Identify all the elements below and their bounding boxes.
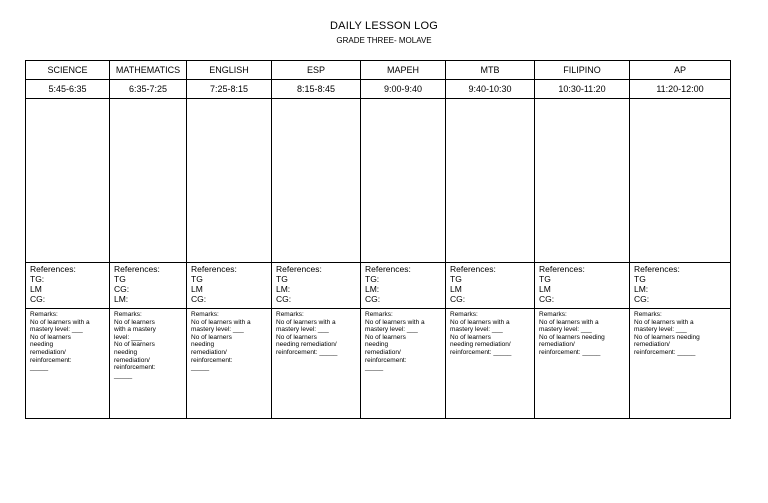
remarks-cell — [446, 309, 535, 419]
references-row — [26, 263, 731, 309]
references-cell — [630, 263, 731, 309]
remark-line: No of learners with a — [30, 318, 90, 326]
remarks-cell — [535, 309, 630, 419]
reference-line: LM — [191, 284, 203, 294]
remark-line: needing — [114, 348, 138, 356]
remark-line: _____ — [365, 364, 384, 372]
reference-line: TG: — [365, 274, 380, 284]
reference-line: References: — [276, 264, 322, 274]
remarks-cell — [361, 309, 446, 419]
time-slot-cell: 6:35-7:25 — [110, 80, 187, 99]
remark-line: reinforcement: — [365, 356, 407, 364]
reference-line: References: — [30, 264, 76, 274]
lesson-content-cell[interactable] — [272, 99, 361, 263]
subject-header-cell: ENGLISH — [187, 61, 272, 80]
remarks-cell — [26, 309, 110, 419]
subject-header-cell: MATHEMATICS — [110, 61, 187, 80]
references-cell — [187, 263, 272, 309]
lesson-content-cell[interactable] — [110, 99, 187, 263]
remark-line: Remarks: — [30, 311, 58, 318]
subject-header-cell: MTB — [446, 61, 535, 80]
remark-line: Remarks: — [634, 311, 662, 318]
remark-line: needing remediation/ — [276, 341, 337, 349]
remark-line: remediation/ — [539, 341, 575, 349]
remark-line: No of learners needing — [634, 333, 700, 341]
remark-line: with a mastery — [114, 326, 156, 334]
references-cell — [446, 263, 535, 309]
subject-header-cell: MAPEH — [361, 61, 446, 80]
reference-line: References: — [365, 264, 411, 274]
lesson-content-cell[interactable] — [187, 99, 272, 263]
document-title: DAILY LESSON LOG — [330, 20, 438, 32]
remarks-cell — [187, 309, 272, 419]
references-cell — [361, 263, 446, 309]
subject-header-row — [26, 61, 731, 80]
reference-line: TG — [114, 274, 126, 284]
reference-line: CG: — [191, 294, 207, 304]
remark-line: No of learners with a — [539, 318, 599, 326]
document-subtitle: GRADE THREE- MOLAVE — [336, 36, 432, 45]
remark-line: level: ___ — [114, 333, 142, 341]
remark-line: _____ — [191, 364, 210, 372]
remark-line: reinforcement: _____ — [276, 348, 338, 356]
remark-line: _____ — [114, 371, 133, 379]
remark-line: remediation/ — [365, 348, 401, 356]
remark-line: reinforcement: _____ — [450, 348, 512, 356]
remark-line: reinforcement: — [191, 356, 233, 364]
remark-line: mastery level: ___ — [365, 326, 418, 334]
remark-line: reinforcement: — [114, 364, 156, 372]
remark-line: No of learners needing — [539, 333, 605, 341]
remark-line: remediation/ — [191, 348, 227, 356]
remark-line: reinforcement: _____ — [539, 348, 601, 356]
subject-header-cell: ESP — [272, 61, 361, 80]
reference-line: CG: — [276, 294, 292, 304]
remark-line: Remarks: — [450, 311, 478, 318]
time-slot-cell: 11:20-12:00 — [630, 80, 731, 99]
reference-line: TG: — [30, 274, 45, 284]
remark-line: remediation/ — [114, 356, 150, 364]
lesson-content-cell[interactable] — [446, 99, 535, 263]
remark-line: No of learners with a — [191, 318, 251, 326]
remark-line: _____ — [30, 364, 49, 372]
time-row — [26, 80, 731, 99]
remark-line: No of learners — [30, 333, 71, 341]
remark-line: Remarks: — [365, 311, 393, 318]
lesson-content-cell[interactable] — [361, 99, 446, 263]
lesson-content-cell[interactable] — [26, 99, 110, 263]
remark-line: needing — [30, 341, 54, 349]
remark-line: Remarks: — [114, 311, 142, 318]
reference-line: CG: — [634, 294, 650, 304]
reference-line: LM: — [365, 284, 380, 294]
reference-line: References: — [634, 264, 680, 274]
remarks-row — [26, 309, 731, 419]
time-slot-cell: 5:45-6:35 — [26, 80, 110, 99]
reference-line: LM — [30, 284, 42, 294]
time-slot-cell: 10:30-11:20 — [535, 80, 630, 99]
remark-line: remediation/ — [634, 341, 670, 349]
remark-line: needing — [191, 341, 215, 349]
reference-line: LM: — [634, 284, 649, 294]
remarks-cell — [110, 309, 187, 419]
lesson-content-cell[interactable] — [535, 99, 630, 263]
reference-line: CG: — [30, 294, 46, 304]
reference-line: References: — [450, 264, 496, 274]
remark-line: No of learners with a — [365, 318, 425, 326]
reference-line: LM — [450, 284, 462, 294]
reference-line: CG: — [114, 284, 130, 294]
remark-line: mastery level: ___ — [30, 326, 83, 334]
time-slot-cell: 9:40-10:30 — [446, 80, 535, 99]
remark-line: No of learners — [114, 318, 155, 326]
time-slot-cell: 9:00-9:40 — [361, 80, 446, 99]
lesson-content-row — [26, 99, 731, 263]
reference-line: TG — [276, 274, 288, 284]
reference-line: References: — [191, 264, 237, 274]
remark-line: mastery level: ___ — [450, 326, 503, 334]
remark-line: Remarks: — [539, 311, 567, 318]
reference-line: CG: — [450, 294, 466, 304]
remark-line: No of learners — [114, 341, 155, 349]
remark-line: remediation/ — [30, 348, 66, 356]
remark-line: needing remediation/ — [450, 341, 511, 349]
remark-line: mastery level: ___ — [634, 326, 687, 334]
remark-line: mastery level: ___ — [539, 326, 592, 334]
time-slot-cell: 7:25-8:15 — [187, 80, 272, 99]
remark-line: No of learners — [276, 333, 317, 341]
references-cell — [110, 263, 187, 309]
subject-header-cell: SCIENCE — [26, 61, 110, 80]
remark-line: No of learners with a — [276, 318, 336, 326]
references-cell — [535, 263, 630, 309]
remarks-cell — [630, 309, 731, 419]
remark-line: No of learners with a — [634, 318, 694, 326]
reference-line: CG: — [365, 294, 381, 304]
reference-line: TG — [191, 274, 203, 284]
remark-line: No of learners — [365, 333, 406, 341]
time-slot-cell: 8:15-8:45 — [272, 80, 361, 99]
remarks-cell — [272, 309, 361, 419]
subject-header-cell: FILIPINO — [535, 61, 630, 80]
remark-line: mastery level: ___ — [191, 326, 244, 334]
reference-line: References: — [114, 264, 160, 274]
reference-line: TG — [539, 274, 551, 284]
remark-line: No of learners with a — [450, 318, 510, 326]
lesson-content-cell[interactable] — [630, 99, 731, 263]
remark-line: reinforcement: — [30, 356, 72, 364]
reference-line: LM: — [276, 284, 291, 294]
remark-line: needing — [365, 341, 389, 349]
remark-line: mastery level: ___ — [276, 326, 329, 334]
remark-line: No of learners — [450, 333, 491, 341]
reference-line: LM — [539, 284, 551, 294]
remark-line: No of learners — [191, 333, 232, 341]
reference-line: CG: — [539, 294, 555, 304]
reference-line: References: — [539, 264, 585, 274]
remark-line: Remarks: — [191, 311, 219, 318]
reference-line: LM: — [114, 294, 129, 304]
references-cell — [26, 263, 110, 309]
subject-header-cell: AP — [630, 61, 731, 80]
reference-line: TG — [634, 274, 646, 284]
reference-line: TG — [450, 274, 462, 284]
remark-line: reinforcement: _____ — [634, 348, 696, 356]
lesson-log-table — [25, 60, 731, 419]
references-cell — [272, 263, 361, 309]
remark-line: Remarks: — [276, 311, 304, 318]
